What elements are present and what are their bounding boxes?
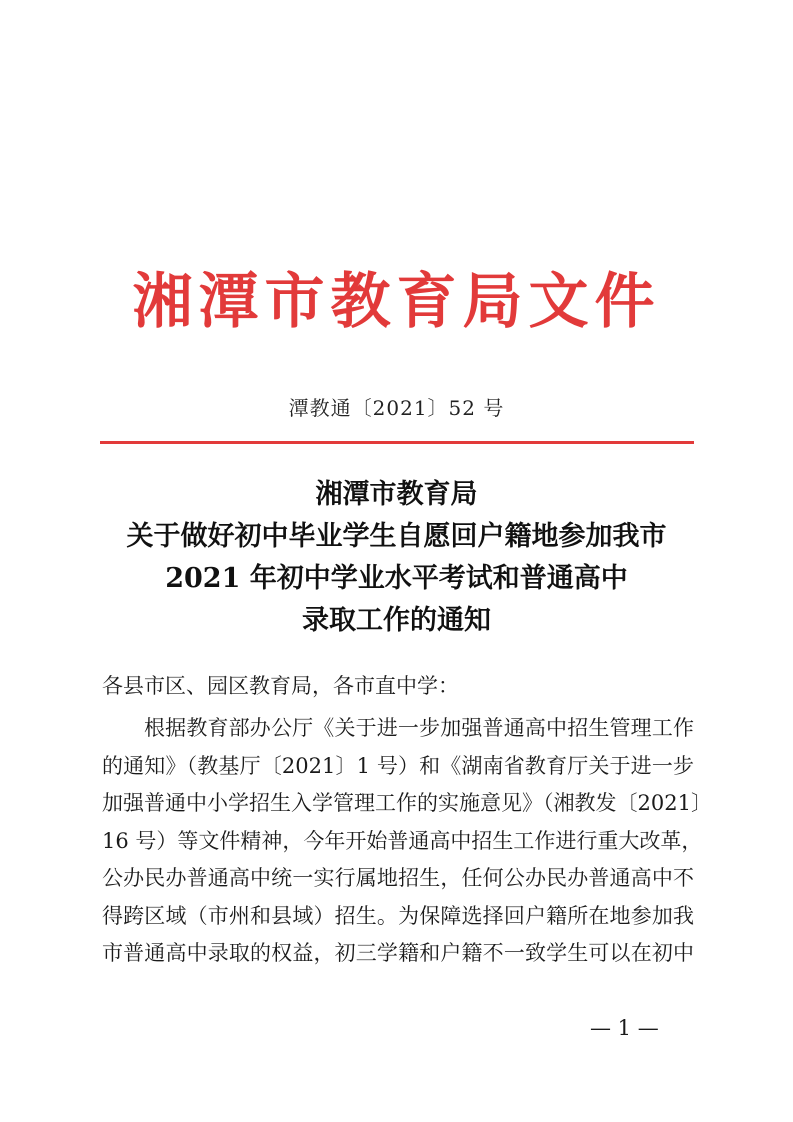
document-masthead: 湘潭市教育局文件 <box>132 267 661 337</box>
red-divider-rule <box>100 441 694 444</box>
notice-title <box>40 474 753 642</box>
document-number: 潭教通〔2021〕52 号 <box>288 396 505 420</box>
body-line: 的通知》（教基厅〔2021〕1 号）和《湖南省教育厅关于进一步 <box>102 753 694 778</box>
body-line: 16 号）等文件精神，今年开始普通高中招生工作进行重大改革， <box>102 828 703 853</box>
body-line: 得跨区域（市州和县域）招生。为保障选择回户籍所在地参加我 <box>102 903 694 928</box>
title-line: 2021 年初中学业水平考试和普通高中 <box>165 563 628 594</box>
body-line: 市普通高中录取的权益，初三学籍和户籍不一致学生可以在初中 <box>102 941 694 965</box>
body-paragraph <box>102 710 712 973</box>
title-line: 关于做好初中毕业学生自愿回户籍地参加我市 <box>126 521 667 552</box>
body-line: 公办民办普通高中统一实行属地招生，任何公办民办普通高中不 <box>102 866 694 890</box>
title-line: 湘潭市教育局 <box>315 479 478 510</box>
body-line: 加强普通中小学招生入学管理工作的实施意见》（湘教发〔2021〕 <box>102 791 712 815</box>
page-number: — 1 — <box>590 1016 659 1040</box>
body-line: 根据教育部办公厅《关于进一步加强普通高中招生管理工作 <box>144 716 694 740</box>
title-line: 录取工作的通知 <box>302 605 491 636</box>
salutation: 各县市区、园区教育局，各市直中学： <box>102 674 459 698</box>
